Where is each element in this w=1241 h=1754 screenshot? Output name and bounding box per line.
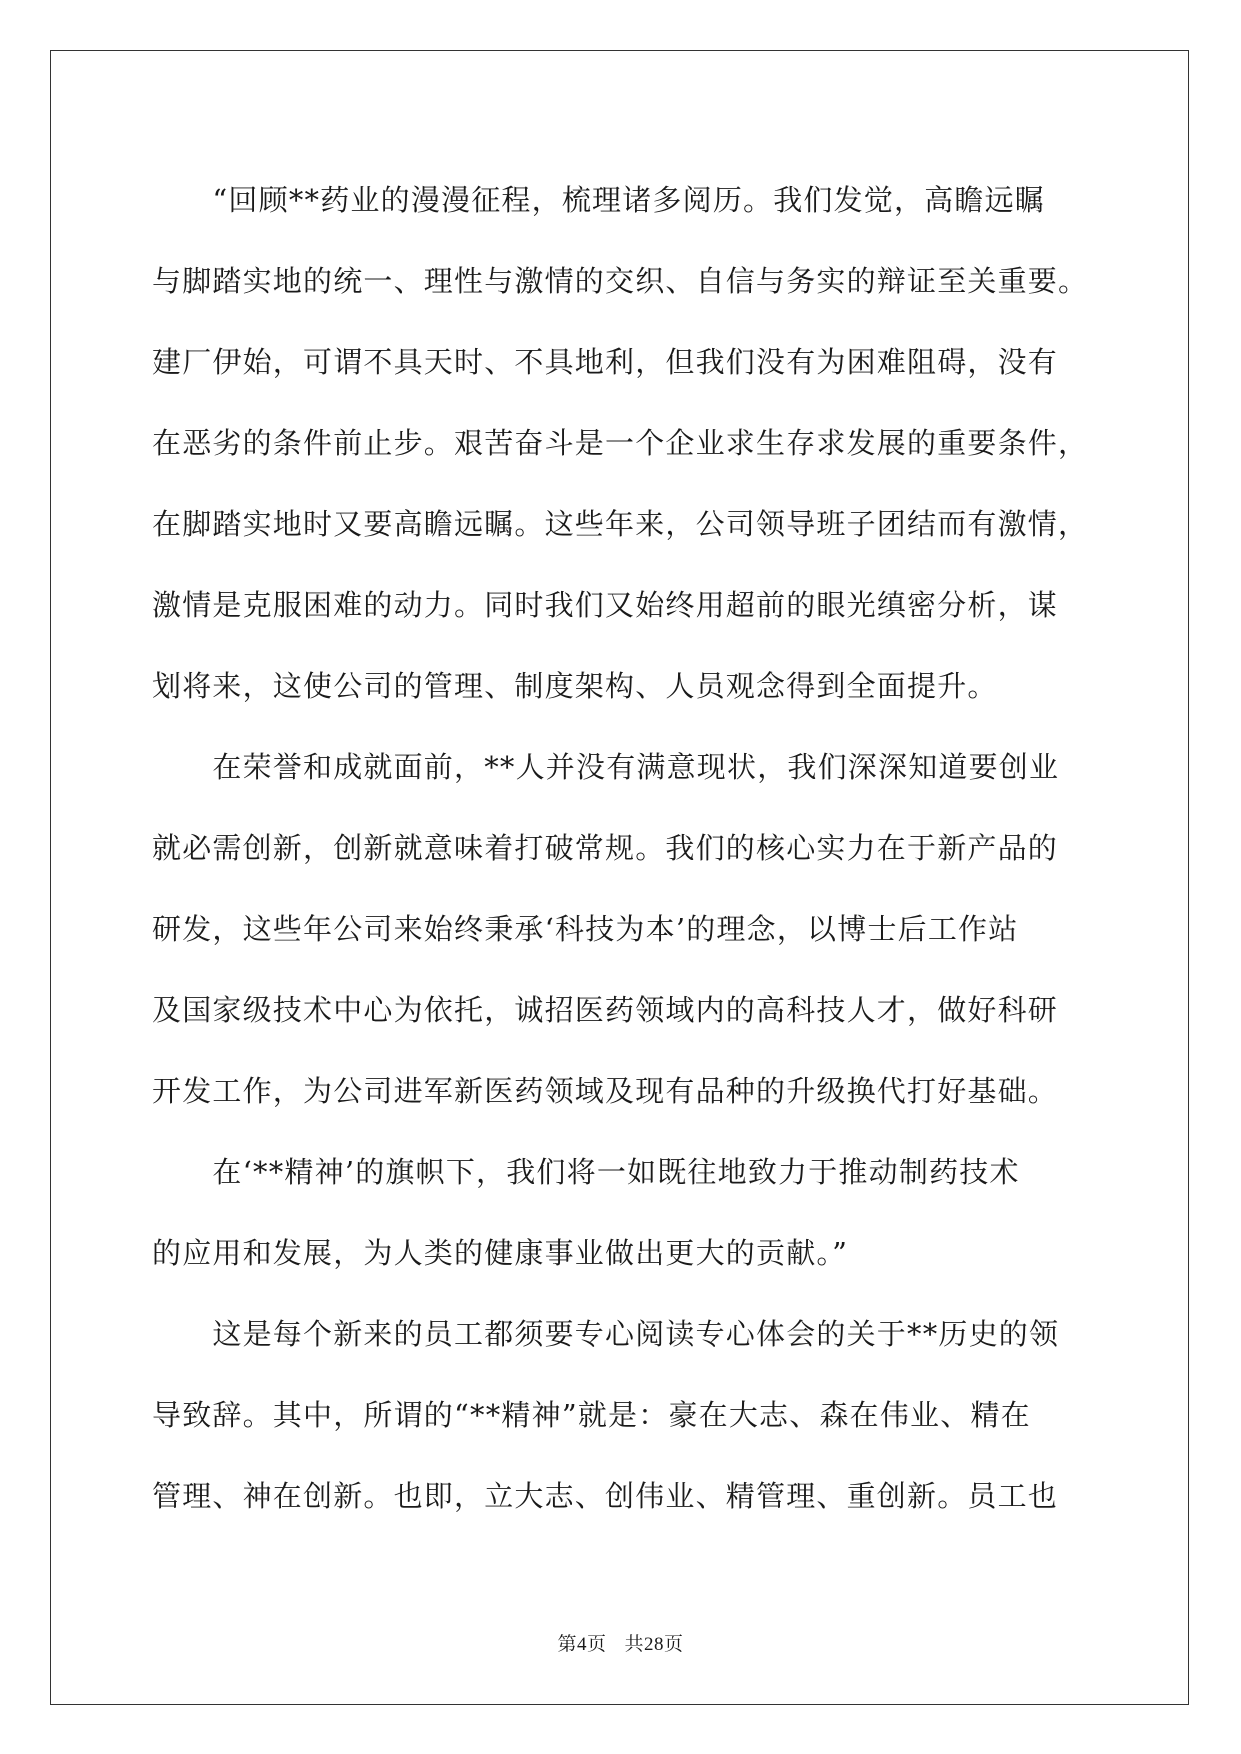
- text-line: 划将来，这使公司的管理、制度架构、人员观念得到全面提升。: [152, 669, 998, 703]
- text-line: 研发，这些年公司来始终秉承‘科技为本’的理念，以博士后工作站: [152, 912, 1019, 946]
- text-line: 及国家级技术中心为依托，诚招医药领域内的高科技人才，做好科研: [152, 993, 1059, 1027]
- document-body: [152, 160, 1092, 1537]
- text-line: 在‘**精神’的旗帜下，我们将一如既往地致力于推动制药技术: [152, 1155, 1020, 1189]
- text-block: [152, 160, 1092, 1537]
- text-line: 就必需创新，创新就意味着打破常规。我们的核心实力在于新产品的: [152, 831, 1059, 865]
- text-line: 管理、神在创新。也即，立大志、创伟业、精管理、重创新。员工也: [152, 1479, 1059, 1513]
- text-line: “回顾**药业的漫漫征程，梳理诸多阅历。我们发觉，高瞻远瞩: [152, 183, 1046, 217]
- text-line: 导致辞。其中，所谓的“**精神”就是：豪在大志、森在伟业、精在: [152, 1398, 1031, 1432]
- page-number: 第4页: [557, 1634, 607, 1655]
- text-line: 的应用和发展，为人类的健康事业做出更大的贡献。”: [152, 1236, 849, 1270]
- text-line: 在恶劣的条件前止步。艰苦奋斗是一个企业求生存求发展的重要条件，: [152, 426, 1089, 460]
- text-line: 与脚踏实地的统一、理性与激情的交织、自信与务实的辩证至关重要。: [152, 264, 1089, 298]
- page-footer: [0, 1629, 1241, 1656]
- text-line: 在荣誉和成就面前，**人并没有满意现状，我们深深知道要创业: [152, 750, 1060, 784]
- page-total: 共28页: [624, 1634, 684, 1655]
- text-line: 在脚踏实地时又要高瞻远瞩。这些年来，公司领导班子团结而有激情，: [152, 507, 1089, 541]
- text-line: 开发工作，为公司进军新医药领域及现有品种的升级换代打好基础。: [152, 1074, 1059, 1108]
- text-line: 这是每个新来的员工都须要专心阅读专心体会的关于**历史的领: [152, 1317, 1060, 1351]
- text-line: 激情是克服困难的动力。同时我们又始终用超前的眼光缜密分析，谋: [152, 588, 1059, 622]
- text-line: 建厂伊始，可谓不具天时、不具地利，但我们没有为困难阻碍，没有: [152, 345, 1059, 379]
